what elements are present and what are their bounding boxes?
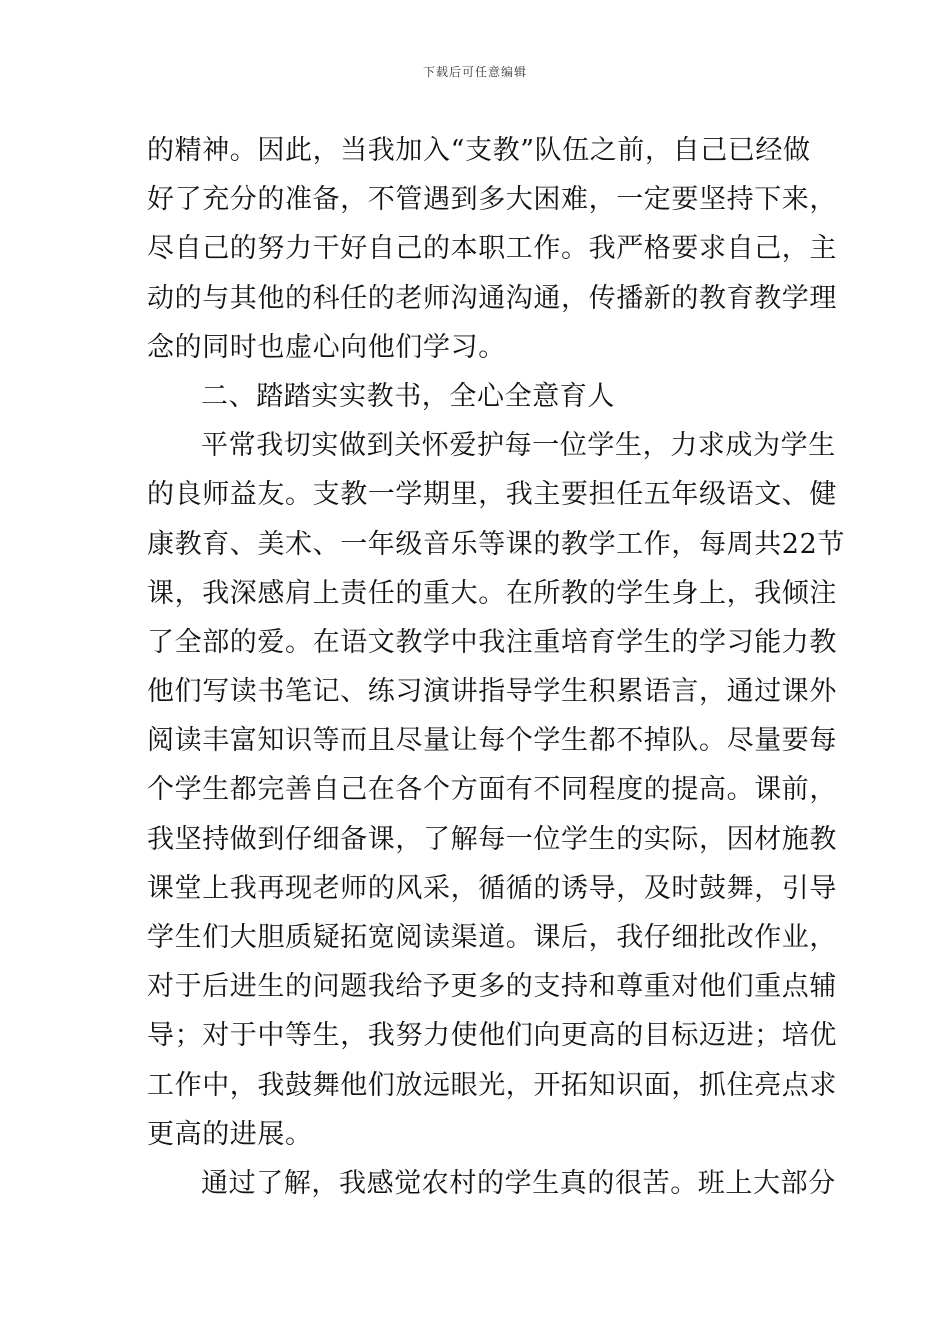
section-heading: 二、踏踏实实教书，全心全意育人 bbox=[201, 380, 615, 412]
text-line: 更高的进展。 bbox=[147, 1118, 313, 1150]
text-line: 的良师益友。支教一学期里，我主要担任五年级语文、健 bbox=[147, 479, 837, 511]
text-line: 尽自己的努力干好自己的本职工作。我严格要求自己，主 bbox=[147, 233, 837, 265]
page-header-note: 下载后可任意编辑 bbox=[422, 65, 527, 79]
text-line: 动的与其他的科任的老师沟通沟通，传播新的教育教学理 bbox=[147, 282, 837, 314]
text-line: 课堂上我再现老师的风采，循循的诱导，及时鼓舞，引导 bbox=[147, 872, 837, 904]
text-line: 的精神。因此，当我加入“支教”队伍之前，自己已经做 bbox=[147, 135, 811, 166]
text-line: 个学生都完善自己在各个方面有不同程度的提高。课前， bbox=[147, 774, 837, 806]
text-line: 好了充分的准备，不管遇到多大困难，一定要坚持下来， bbox=[147, 184, 837, 216]
document-body bbox=[147, 126, 845, 1208]
text-line: 学生们大胆质疑拓宽阅读渠道。课后，我仔细批改作业， bbox=[147, 922, 837, 953]
paragraph-first-line: 通过了解，我感觉农村的学生真的很苦。班上大部分 bbox=[201, 1167, 836, 1199]
text-line: 工作中，我鼓舞他们放远眼光，开拓知识面，抓住亮点求 bbox=[147, 1069, 837, 1101]
text-line: 对于后进生的问题我给予更多的支持和尊重对他们重点辅 bbox=[147, 971, 837, 1003]
text-line: 课，我深感肩上责任的重大。在所教的学生身上，我倾注 bbox=[147, 577, 837, 609]
text-line: 他们写读书笔记、练习演讲指导学生积累语言，通过课外 bbox=[147, 676, 837, 708]
text-line: 导；对于中等生，我努力使他们向更高的目标迈进；培优 bbox=[147, 1020, 837, 1052]
text-line: 阅读丰富知识等而且尽量让每个学生都不掉队。尽量要每 bbox=[147, 725, 837, 757]
paragraph-first-line: 平常我切实做到关怀爱护每一位学生，力求成为学生 bbox=[201, 430, 836, 462]
text-line: 念的同时也虚心向他们学习。 bbox=[147, 331, 506, 363]
text-line: 我坚持做到仔细备课，了解每一位学生的实际，因材施教 bbox=[147, 823, 837, 855]
text-line: 了全部的爱。在语文教学中我注重培育学生的学习能力教 bbox=[147, 626, 837, 658]
text-line: 康教育、美术、一年级音乐等课的教学工作，每周共22节 bbox=[147, 528, 845, 560]
